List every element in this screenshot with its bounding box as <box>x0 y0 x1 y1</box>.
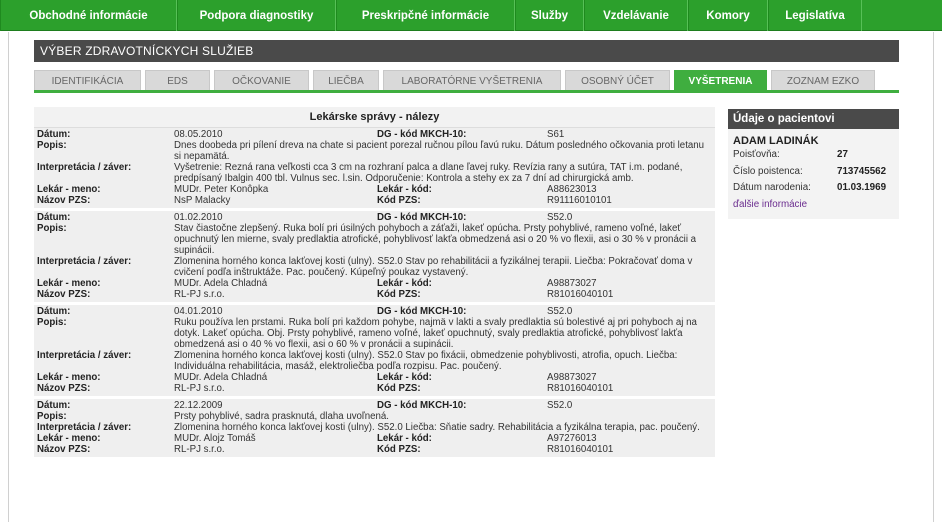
pzs-name-value: RL-PJ s.r.o. <box>174 289 225 300</box>
nav-item-obchodne-informacie[interactable]: Obchodné informácie <box>0 0 177 31</box>
record-pzs-row <box>34 444 715 455</box>
patient-field-insurer <box>728 147 899 164</box>
date-value: 08.05.2010 <box>174 129 223 140</box>
record-description-row <box>34 411 715 422</box>
doctor-name-label: Lekár - meno: <box>37 372 101 383</box>
tab-osobny-ucet[interactable]: OSOBNÝ ÚČET <box>565 70 670 91</box>
dg-value: S52.0 <box>547 212 573 223</box>
record-pzs-row <box>34 195 715 206</box>
interpretation-value: Zlomenina horného konca lakťovej kosti (ulny). S52.0 Stav po rehabilitácii a fyzikálnej terapii. Liečba: Pokračovať doma v cvičení podľa inštruktáže. Pac. poučený. Kúpeľný poukaz vystavený. <box>174 256 693 278</box>
patient-field-insured-number <box>728 164 899 181</box>
report-record <box>34 128 715 211</box>
nav-item-preskripcne-informacie[interactable]: Preskripčné informácie <box>336 0 515 31</box>
tab-identifikacia[interactable]: IDENTIFIKÁCIA <box>34 70 141 91</box>
record-doctor-row <box>34 278 715 289</box>
dg-value: S61 <box>547 129 565 140</box>
nav-item-legislativa[interactable]: Legislatíva <box>768 0 862 31</box>
date-label: Dátum: <box>37 306 71 317</box>
pzs-name-label: Názov PZS: <box>37 444 91 455</box>
date-value: 04.01.2010 <box>174 306 223 317</box>
record-doctor-row <box>34 433 715 444</box>
reports-title: Lekárske správy - nálezy <box>34 107 715 128</box>
record-pzs-row <box>34 383 715 394</box>
record-date-row <box>34 400 715 411</box>
tab-vysetrenia[interactable]: VYŠETRENIA <box>674 70 767 91</box>
tab-zoznam-ezko[interactable]: ZOZNAM EZKO <box>771 70 875 91</box>
record-interpretation-row <box>34 256 715 278</box>
pzs-code-value: R81016040101 <box>547 289 614 300</box>
patient-info-header: Údaje o pacientovi <box>728 109 899 129</box>
doctor-name-label: Lekár - meno: <box>37 278 101 289</box>
date-value: 22.12.2009 <box>174 400 223 411</box>
report-record <box>34 399 715 460</box>
doctor-name-value: MUDr. Alojz Tomáš <box>174 433 256 444</box>
pzs-name-label: Názov PZS: <box>37 289 91 300</box>
patient-field-label: Číslo poistenca: <box>733 165 803 177</box>
pzs-name-value: NsP Malacky <box>174 195 231 206</box>
doctor-code-label: Lekár - kód: <box>377 278 432 289</box>
tab-laboratorne-vysetrenia[interactable]: LABORATÓRNE VYŠETRENIA <box>383 70 561 91</box>
record-description-row <box>34 317 715 350</box>
pzs-code-value: R81016040101 <box>547 383 614 394</box>
pzs-name-label: Názov PZS: <box>37 383 91 394</box>
patient-field-label: Poisťovňa: <box>733 149 780 160</box>
description-value: Ruku používa len prstami. Ruka bolí pri každom pohybe, najmä v lakti a svaly predlaktia sú bolestivé aj pri pohyboch aj na dotyk. Lakeť opúcha. Obj. Prsty pohyblivé, rameno voľné, lakeť opuchnutý, svaly predlaktia atrofické, pohyblivosť lakťa obmedzená asi o 40 % vo flexii, asi o 60 % v pronácii a supinácii. <box>174 317 697 350</box>
interpretation-label: Interpretácia / záver: <box>37 350 132 361</box>
doctor-code-value: A97276013 <box>547 433 597 444</box>
date-label: Dátum: <box>37 212 71 223</box>
description-label: Popis: <box>37 317 67 328</box>
pzs-code-label: Kód PZS: <box>377 289 421 300</box>
tab-ockovanie[interactable]: OČKOVANIE <box>214 70 309 91</box>
record-doctor-row <box>34 184 715 195</box>
record-date-row <box>34 212 715 223</box>
doctor-code-value: A98873027 <box>547 372 597 383</box>
record-pzs-row <box>34 289 715 300</box>
pzs-code-label: Kód PZS: <box>377 195 421 206</box>
date-value: 01.02.2010 <box>174 212 223 223</box>
patient-field-birth-date <box>728 180 899 197</box>
record-interpretation-row <box>34 422 715 433</box>
pzs-code-value: R91116010101 <box>547 195 612 206</box>
doctor-code-label: Lekár - kód: <box>377 433 432 444</box>
pzs-name-value: RL-PJ s.r.o. <box>174 383 225 394</box>
description-value: Dnes doobeda pri pílení dreva na chate si pacient porezal ručnou pílou ľavú ruku. Dátum posledného očkovania proti letanu si nepamätá. <box>174 140 705 162</box>
doctor-name-value: MUDr. Peter Konôpka <box>174 184 269 195</box>
doctor-code-value: A98873027 <box>547 278 597 289</box>
dg-label: DG - kód MKCH-10: <box>377 306 467 317</box>
pzs-code-label: Kód PZS: <box>377 444 421 455</box>
interpretation-value: Zlomenina horného konca lakťovej kosti (ulny). S52.0 Stav po fixácii, obmedzenie pohyblivosti, atrofia, opuch. Liečba: Individuálna rehabilitácia, masáž, elektroliečba podľa rozpisu. Pac. poučený. <box>174 350 678 372</box>
report-record <box>34 211 715 305</box>
page-title: VÝBER ZDRAVOTNÍCKYCH SLUŽIEB <box>34 40 899 62</box>
doctor-name-label: Lekár - meno: <box>37 433 101 444</box>
description-label: Popis: <box>37 140 67 151</box>
date-label: Dátum: <box>37 129 71 140</box>
description-label: Popis: <box>37 223 67 234</box>
description-value: Prsty pohyblivé, sadra prasknutá, dlaha uvoľnená. <box>174 411 390 422</box>
tabs-underline <box>34 90 899 93</box>
doctor-name-label: Lekár - meno: <box>37 184 101 195</box>
patient-name: ADAM LADINÁK <box>733 135 819 147</box>
interpretation-value: Vyšetrenie: Rezná rana veľkosti cca 3 cm na rozhraní palca a dlane ľavej ruky. Revízia rany a sutúra, TAT i.m. podané, predpísaný Ibalgin 400 tbl. Vulnus sec. l.sin. Odporučenie: Kontrola a stehy ex za 7 dní ad chirurgická amb. <box>174 162 683 184</box>
medical-reports-panel <box>34 107 715 522</box>
pzs-name-label: Názov PZS: <box>37 195 91 206</box>
patient-field-value: 01.03.1969 <box>837 182 887 193</box>
top-navigation <box>0 0 942 31</box>
report-record <box>34 305 715 399</box>
record-description-row <box>34 223 715 256</box>
patient-field-label: Dátum narodenia: <box>733 182 811 193</box>
doctor-code-label: Lekár - kód: <box>377 372 432 383</box>
date-label: Dátum: <box>37 400 71 411</box>
dg-label: DG - kód MKCH-10: <box>377 129 467 140</box>
record-doctor-row <box>34 372 715 383</box>
record-description-row <box>34 140 715 162</box>
doctor-code-value: A88623013 <box>547 184 597 195</box>
nav-item-sluzby[interactable]: Služby <box>515 0 584 31</box>
interpretation-label: Interpretácia / záver: <box>37 422 132 433</box>
tab-liecba[interactable]: LIEČBA <box>313 70 379 91</box>
pzs-name-value: RL-PJ s.r.o. <box>174 444 225 455</box>
nav-item-vzdelavanie[interactable]: Vzdelávanie <box>584 0 688 31</box>
dg-label: DG - kód MKCH-10: <box>377 212 467 223</box>
nav-item-komory[interactable]: Komory <box>688 0 768 31</box>
doctor-name-value: MUDr. Adela Chladná <box>174 372 268 383</box>
dg-value: S52.0 <box>547 400 573 411</box>
interpretation-value: Zlomenina horného konca lakťovej kosti (ulny). S52.0 Liečba: Sňatie sadry. Rehabilitácia a fyzikálna terapia, pac. poučený. <box>174 422 700 433</box>
doctor-name-value: MUDr. Adela Chladná <box>174 278 268 289</box>
nav-item-podpora-diagnostiky[interactable]: Podpora diagnostiky <box>177 0 336 31</box>
records-list <box>34 128 715 460</box>
description-label: Popis: <box>37 411 67 422</box>
patient-field-value: 27 <box>837 149 848 160</box>
record-date-row <box>34 306 715 317</box>
patient-info-panel <box>728 109 899 219</box>
record-interpretation-row <box>34 350 715 372</box>
doctor-code-label: Lekár - kód: <box>377 184 432 195</box>
pzs-code-label: Kód PZS: <box>377 383 421 394</box>
pzs-code-value: R81016040101 <box>547 444 614 455</box>
description-value: Stav čiastočne zlepšený. Ruka bolí pri úsilných pohyboch a záťaži, lakeť opúcha. Prsty pohyblivé, rameno voľné, lakeť opuchnutý len mierne, svaly predlaktia atrofické, pohyblivosť lakťa obmedzená asi o 20 % vo flexii, asi o 30 % v pronácii a supinácii. <box>174 223 697 256</box>
interpretation-label: Interpretácia / záver: <box>37 162 132 173</box>
tab-eds[interactable]: EDS <box>145 70 210 91</box>
patient-field-value: 713745562 <box>837 165 887 177</box>
dg-label: DG - kód MKCH-10: <box>377 400 467 411</box>
record-date-row <box>34 129 715 140</box>
more-info-link[interactable]: ďalšie informácie <box>733 198 808 210</box>
interpretation-label: Interpretácia / záver: <box>37 256 132 267</box>
record-interpretation-row <box>34 162 715 184</box>
dg-value: S52.0 <box>547 306 573 317</box>
